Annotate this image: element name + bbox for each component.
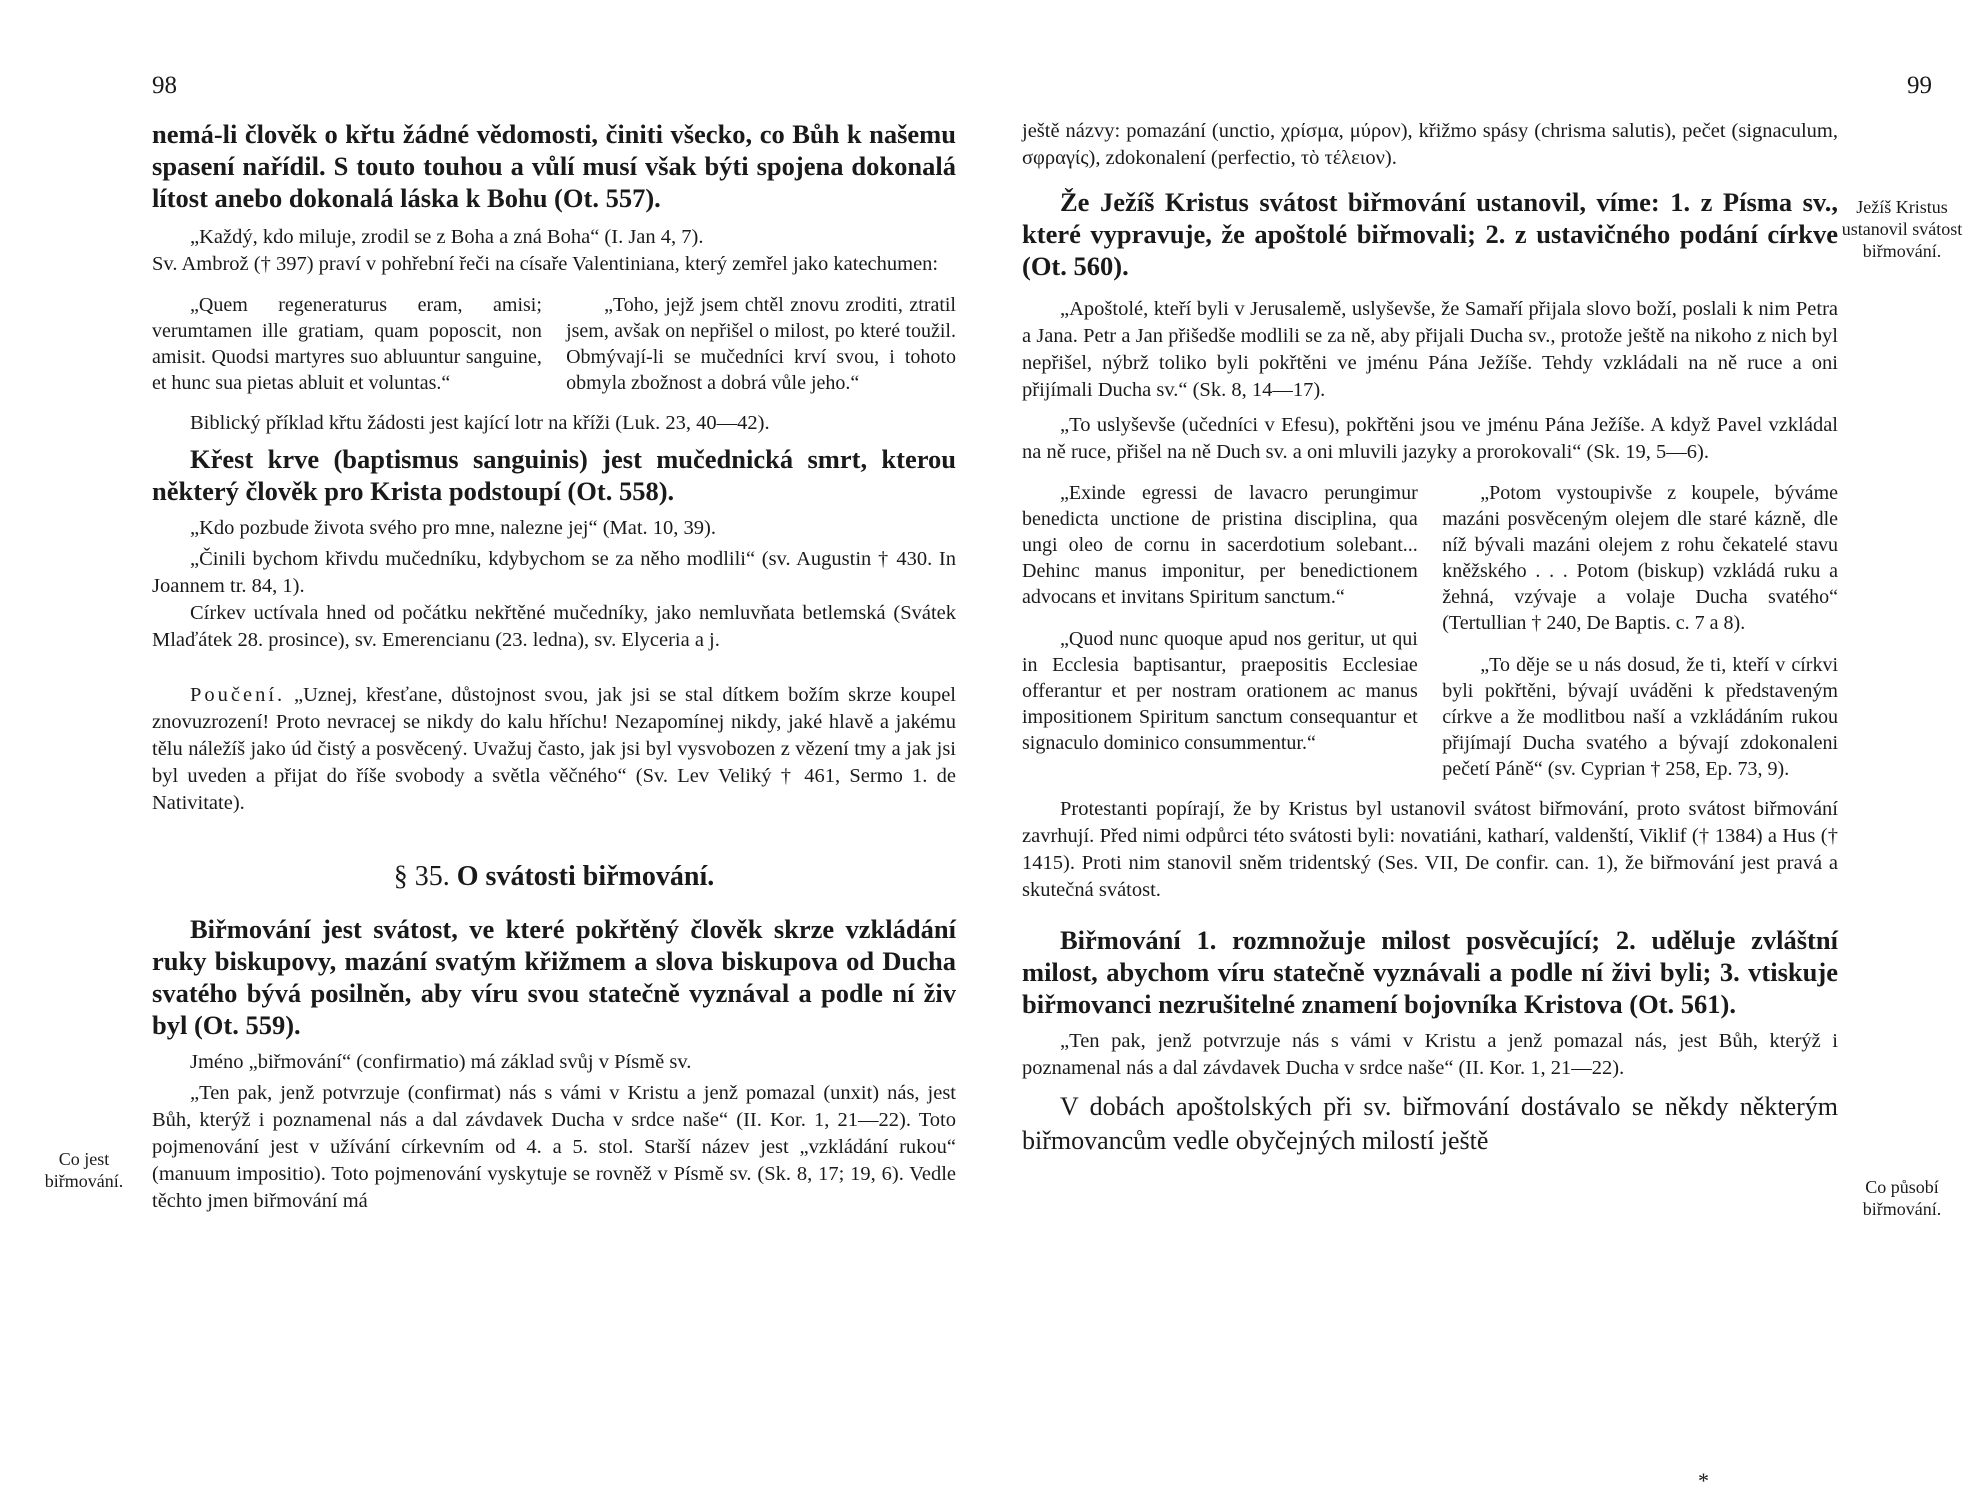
quote: „Činili bychom křivdu mučedníku, kdybychom se za něho modlili“ (sv. Augustin † 430. In Joannem tr. 84, 1). bbox=[152, 548, 956, 597]
section-heading bbox=[152, 861, 956, 893]
paragraph: Sv. Ambrož († 397) praví v pohřební řeči na císaře Valentiniana, který zemřel jako katechumen: bbox=[152, 253, 939, 275]
paragraph-bold: Křest krve (baptismus sanguinis) jest mučednická smrt, kterou některý člověk pro Krista podstoupí (Ot. 558). bbox=[152, 444, 956, 506]
quote-czech: „Potom vystoupivše z koupele, býváme mazáni posvěceným olejem dle staré kázně, dle níž bývali mazáni olejem z rohu čekatelé stavu kněžského . . . Potom (biskup) vzkládá ruku a žehná, vzývaje a volaje Ducha svatého“ (Tertullian † 240, De Baptis. c. 7 a 8). bbox=[1442, 482, 1838, 634]
parallel-quote bbox=[152, 292, 956, 396]
quote-latin: „Exinde egressi de lavacro perungimur benedicta unctione de pristina disciplina, qua ungi oleo de cornu in sacerdotium solebant... Dehinc manus imponitur, per benedictionem advocans et invitans Spiritum sanctum.“ bbox=[1022, 482, 1418, 608]
section-title: O svátosti biřmování. bbox=[456, 861, 715, 892]
instruction-paragraph bbox=[152, 682, 956, 817]
quote-latin-column bbox=[152, 292, 542, 396]
page-number: 99 bbox=[1907, 72, 1932, 99]
paragraph-bold: Že Ježíš Kristus svátost biřmování ustanovil, víme: 1. z Písma sv., které vypravuje, že apoštolé biřmovali; 2. z ustavičného podání církve (Ot. 560). bbox=[1022, 187, 1838, 281]
scripture-quote: „Apoštolé, kteří byli v Jerusalemě, uslyševše, že Samaří přijala slovo boží, poslali k nim Petra a Jana. Petr a Jan přišedše modlili se za ně, aby přijali Ducha sv., protože ještě na nikoho z nich byl nepřišel, nýbrž toliko byli pokřtěni ve jménu Pána Ježíše. Tehdy vzkládali na ně ruce a oni přijímali Ducha sv.“ (Sk. 8, 14—17). bbox=[1022, 298, 1838, 401]
instruction-label: Poučení. bbox=[190, 684, 286, 706]
section-number: § 35. bbox=[393, 861, 450, 892]
footer-mark: * bbox=[1698, 1468, 1709, 1493]
quote-czech: „To děje se u nás dosud, že ti, kteří v církvi byli pokřtěni, bývají uváděni k představeným církve a že modlitbou naší a vzkládáním rukou přijímají Ducha svatého a bývají zdokonaleni pečetí Páně“ (sv. Cyprian † 258, Ep. 73, 9). bbox=[1442, 654, 1838, 780]
scripture-quote: „To uslyševše (učedníci v Efesu), pokřtěni jsou ve jménu Pána Ježíše. A když Pavel vzkládal na ně ruce, přišel na ně Duch sv. a oni mluvili jazyky a prorokovali“ (Sk. 19, 5—6). bbox=[1022, 414, 1838, 463]
paragraph: Biblický příklad křtu žádosti jest kající lotr na kříži (Luk. 23, 40—42). bbox=[190, 412, 770, 434]
scripture-quote: „Kdo pozbude života svého pro mne, nalezne jej“ (Mat. 10, 39). bbox=[190, 517, 716, 539]
paragraph: „Ten pak, jenž potvrzuje (confirmat) nás s vámi v Kristu a jenž pomazal (unxit) nás, jest Bůh, kterýž i poznamenal nás a dal závdavek Ducha v srdce naše“ (II. Kor. 1, 21—22). Toto pojmenování jest v užívání církevním od 4. a 5. stol. Starší název jest „vzkládání rukou“ (manuum impositio). Toto pojmenování vyskytuje se rovněž v Písmě sv. (Sk. 8, 17; 19, 6). Vedle těchto jmen biřmování má bbox=[152, 1082, 956, 1212]
quote-latin: „Quod nunc quoque apud nos geritur, ut qui in Ecclesia baptisantur, praepositis Ecclesiae offerantur et per nostram orationem ac manus impositionem Spiritum sanctum consequantur et signaculo dominico consummentur.“ bbox=[1022, 628, 1418, 754]
quote-latin: „Quem regeneraturus eram, amisi; verumtamen ille gratiam, quam poposcit, non amisit. Quodsi martyres suo abluuntur sanguine, et hunc sua pietas abluit et voluntas.“ bbox=[152, 294, 542, 394]
quote-czech-column bbox=[566, 292, 956, 396]
quote-czech: „Toho, jejž jsem chtěl znovu zroditi, ztratil jsem, avšak on nepřišel o milost, po které toužil. Obmývají-li se mučedníci krví svou, i tohoto obmyla zbožnost a dobrá vůle jeho.“ bbox=[566, 294, 956, 394]
paragraph: Církev uctívala hned od počátku nekřtěné mučedníky, jako nemluvňata betlemská (Svátek Mlaďátek 28. prosince), sv. Emerencianu (23. ledna), sv. Elyceria a j. bbox=[152, 602, 956, 651]
paragraph: Protestanti popírají, že by Kristus byl ustanovil svátost biřmování, proto svátost biřmování zavrhují. Před nimi odpůrci této svátosti byli: novatiáni, katharí, valdenští, Viklif († 1384) a Hus († 1415). Proti nim stanovil sněm tridentský (Ses. VII, De confir. can. 1), že biřmování jest pravá a skutečná svátost. bbox=[1022, 798, 1838, 901]
scripture-quote: „Každý, kdo miluje, zrodil se z Boha a zná Boha“ (I. Jan 4, 7). bbox=[190, 226, 704, 248]
side-note: Co jest biřmování. bbox=[44, 1149, 124, 1191]
paragraph-bold: nemá-li člověk o křtu žádné vědomosti, činiti všecko, co Bůh k našemu spasení nařídil. S touto touhou a vůlí musí však býti spojena dokonalá lítost anebo dokonalá láska k Bohu (Ot. 557). bbox=[152, 119, 956, 213]
paragraph: V dobách apoštolských při sv. biřmování dostávalo se někdy některým biřmovancům vedle obyčejných milostí ještě bbox=[1022, 1092, 1838, 1155]
instruction-text: „Uznej, křesťane, důstojnost svou, jak jsi se stal dítkem božím skrze koupel znovuzrození! Proto nevracej se nikdy do kalu hříchu! Nezapomínej nikdy, jaké hlavě a jakému tělu náležíš jako úd čistý a posvěcený. Uvažuj často, jak jsi byl vysvobozen z vězení tmy a jak jsi byl uveden a přijat do říše svobody a světla věčného“ (Sv. Lev Veliký † 461, Sermo 1. de Nativitate). bbox=[152, 684, 957, 814]
side-note: Co působí biřmování. bbox=[1862, 1177, 1942, 1219]
quote-latin-column bbox=[1022, 480, 1418, 782]
scripture-quote: „Ten pak, jenž potvrzuje nás s vámi v Kristu a jenž pomazal nás, jest Bůh, kterýž i poznamenal nás a dal závdavek Ducha v srdce naše“ (II. Kor. 1, 21—22). bbox=[1022, 1030, 1838, 1079]
quote-czech-column bbox=[1442, 480, 1838, 782]
left-text-column bbox=[152, 118, 956, 1215]
right-text-column bbox=[1022, 118, 1838, 1158]
paragraph: ještě názvy: pomazání (unctio, χρίσμα, μύρον), křižmo spásy (chrisma salutis), pečet (signaculum, σφραγίς), zdokonalení (perfectio, τὸ τέλειον). bbox=[1022, 120, 1838, 169]
right-page bbox=[990, 0, 1980, 1500]
parallel-quote bbox=[1022, 480, 1838, 782]
paragraph: Jméno „biřmování“ (confirmatio) má základ svůj v Písmě sv. bbox=[190, 1051, 692, 1073]
paragraph-bold: Biřmování 1. rozmnožuje milost posvěcující; 2. uděluje zvláštní milost, abychom víru statečně vyznávali a podle ní živi byli; 3. vtiskuje biřmovanci nezrušitelné znamení bojovníka Kristova (Ot. 561). bbox=[1022, 925, 1838, 1019]
paragraph-bold: Biřmování jest svátost, ve které pokřtěný člověk skrze vzkládání ruky biskupovy, mazání svatým křižmem a slova biskupova od Ducha svatého bývá posilněn, aby víru svou statečně vyznával a podle ní živ byl (Ot. 559). bbox=[152, 914, 956, 1040]
side-note: Ježíš Kristus ustanovil svátost biřmování. bbox=[1841, 197, 1963, 261]
page-number: 98 bbox=[152, 72, 177, 99]
